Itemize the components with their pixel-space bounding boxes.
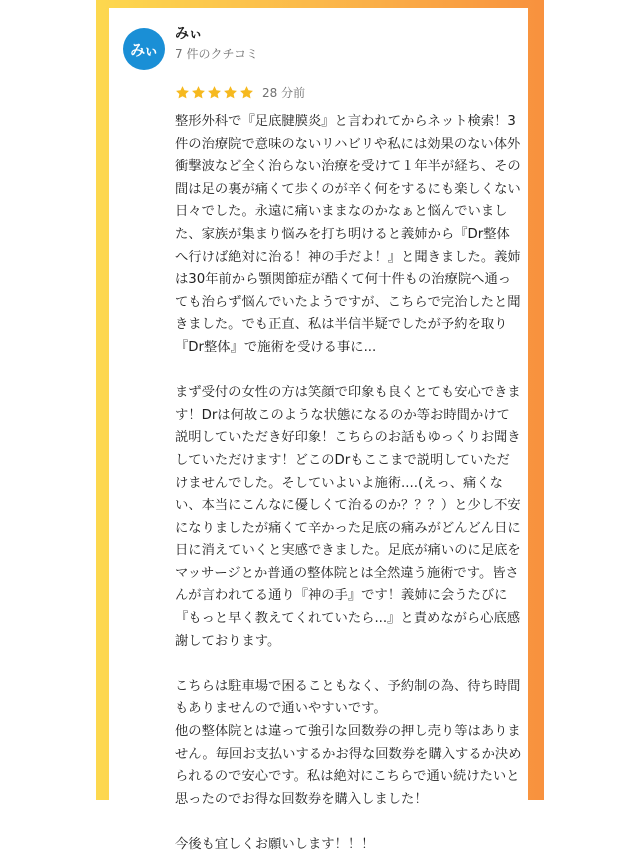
rating-row [175, 82, 305, 102]
review-paragraph: 他の整体院とは違って強引な回数券の押し売り等はありません。毎回お支払いするかお得な回数券を購入するか決められるので安心です。私は絶対にこちらで通い続けたいと思ったのでお得な回数券を購入しました！ [175, 724, 522, 807]
avatar[interactable]: みぃ [123, 28, 165, 70]
star-icon [223, 85, 238, 100]
paragraph-spacer [175, 653, 523, 676]
review-text [175, 111, 523, 857]
star-icon [175, 85, 190, 100]
star-icon [239, 85, 254, 100]
star-icon [207, 85, 222, 100]
review-paragraph: こちらは駐車場で困ることもなく、予約制の為、待ち時間もありませんので通いやすいです。 [175, 678, 521, 717]
paragraph-spacer [175, 360, 523, 383]
review-card [109, 8, 528, 852]
review-count: 7 件のクチコミ [175, 47, 258, 61]
star-icon [191, 85, 206, 100]
paragraph-spacer [175, 811, 523, 834]
review-paragraph: まず受付の女性の方は笑顔で印象も良くとても安心できます！Drは何故このような状態になるのか等お時間かけて説明していただき好印象！こちらのお話もゆっくりお聞きしていただけます！どこのDrもここまで説明していただけませんでした。そしていよいよ施術....(えっ、痛くない、本当にこんなに優しくて治るのか？？？）と少し不安になりましたが痛くて辛かった足底の痛みがどんどん日に日に消えていくと実感できました。足底が痛いのに足底をマッサージとか普通の整体院とは全然違う施術です。皆さんが言われてる通り『神の手』です！義姉に会うたびに『もっと早く教えてくれていたら...』と責めながら心底感謝しております。 [175, 385, 521, 649]
review-paragraph: 今後も宜しくお願いします！！！ [175, 837, 375, 852]
review-time: 28 分前 [262, 85, 306, 100]
reviewer-name[interactable]: みぃ [175, 26, 203, 42]
star-rating [175, 85, 255, 100]
review-paragraph: 整形外科で『足底腱膜炎』と言われてからネット検索！3件の治療院で意味のないリハビリや私には効果のない体外衝撃波など全く治らない治療を受けて１年半が経ち、その間は足の裏が痛くて歩くのが辛く何をするにも楽しくない日々でした。永遠に痛いままなのかなぁと悩んでいました、家族が集まり悩みを打ち明けると義姉から『Dr整体へ行けば絶対に治る！神の手だよ！』と聞きました。義姉は30年前から顎関節症が酷くて何十件もの治療院へ通っても治らず悩んでいたようですが、こちらで完治したと聞きました。でも正直、私は半信半疑でしたが予約を取り『Dr整体』で施術を受ける事に... [175, 114, 521, 355]
